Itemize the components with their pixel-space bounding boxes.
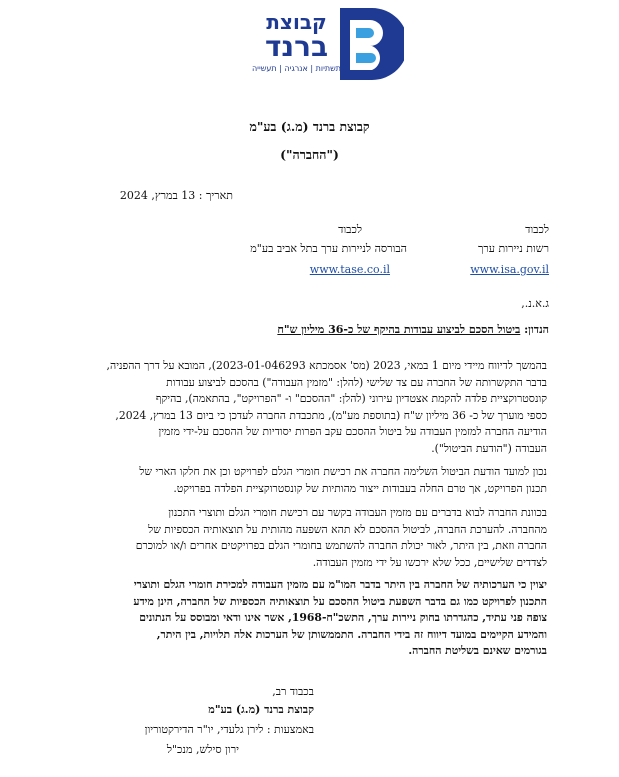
paragraph-line: הודיעה החברה למזמין העבודה על ביטול ההסכם עקב הפרות יסודיות של ההסכם על-ידי מזמין: [158, 425, 547, 438]
paragraph-3: [71, 505, 547, 571]
paragraph-line: יצוין כי הערכותיה של החברה בין היתר בדבר המו"מ עם מזמין העבודה למכירת חומרי הגלם ותוצרי: [133, 578, 547, 591]
logo-wordmark: [244, 12, 349, 73]
recipient-tase-link[interactable]: www.tase.co.il: [309, 263, 390, 276]
recipient-isa-to: לכבוד: [525, 223, 549, 236]
paragraph-4-forward-looking: [71, 577, 547, 660]
company-name-heading: קבוצת ברנד (מ.ג) בע"מ: [249, 119, 370, 134]
recipient-tase-name: הבורסה לניירות ערך בתל אביב בע"מ: [250, 242, 407, 255]
logo-tagline: תשתיות | אנרגיה | תעשייה: [251, 64, 342, 73]
paragraph-line: צופה פני עתיד, כהגדרתו בחוק ניירות ערך, התשכ"ח-1968, אשר אינו ודאי ומבוסס על הנתונים: [139, 611, 547, 624]
subject-line: [70, 323, 549, 336]
paragraph-line: תכנון הפרויקט, אך טרם החלה בעבודות ייצור מהותיות של קונסטרוקציית הפלדה בפרויקט.: [173, 481, 547, 495]
signature-second: ירון סילש, מנכ"ל: [166, 743, 239, 756]
paragraph-line: והמידע הקיימים במועד דיווח זה בידי החברה. התממשותן של הערכות אלה תלויות, בין היתר,: [156, 627, 547, 641]
company-logo: [244, 6, 404, 88]
company-alias: ("החברה"): [280, 147, 339, 162]
paragraph-line: החברה וזאת, בין היתר, לאור יכולת החברה להשתמש בחומרי הגלם בפרויקטים אחרים ו/או למוכרם: [135, 539, 547, 552]
paragraph-line: נכון למועד הודעת הביטול השלימה החברה את רכישת חומרי הגלם לפרויקט וכן את חלקו הארי של: [139, 465, 547, 478]
recipient-isa-name: רשות ניירות ערך: [477, 242, 549, 255]
paragraph-1: [71, 358, 547, 457]
logo-line1: קבוצת: [266, 10, 327, 34]
document-date: תאריך : 13 במרץ, 2024: [119, 189, 233, 202]
paragraph-line: בכוונת החברה לבוא בדברים עם מזמין העבודה בקשר עם רכישת חומרי הגלם ותוצרי התכנון: [168, 506, 547, 519]
recipient-isa-link[interactable]: www.isa.gov.il: [470, 263, 549, 276]
logo-line2: ברנד: [264, 30, 329, 63]
signature-via: באמצעות : לירן גלעדי, יו"ר הדירקטוריון: [144, 723, 314, 736]
paragraph-line: בדבר התקשרותה של החברה עם צד שלישי (להלן: "מזמין העבודה") בהסכם לביצוע עבודות: [166, 375, 547, 389]
paragraph-line: לצדדים שלישיים, ככל שלא ירכשו על ידי מזמין העבודה.: [312, 555, 547, 569]
paragraph-line: מהחברה. להערכת החברה, לביטול ההסכם לא תהא השפעה מהותית על תוצאותיה הכספיות של: [148, 522, 547, 536]
paragraph-2: [71, 464, 547, 497]
paragraph-line: כספי מוערך של כ- 36 מיליון ש"ח (בתוספת מע"מ), מתכבדת החברה לעדכן כי ביום 13 במרץ, 2024,: [115, 408, 547, 422]
paragraph-line: העבודה ("הודעת הביטול").: [431, 441, 547, 455]
signature-closing: בכבוד רב,: [272, 685, 314, 698]
paragraph-line: בגורמים שאינם בשליטת החברה.: [408, 644, 547, 657]
paragraph-line: התכנון לפרויקט כמו גם בדבר השפעת ביטול ההסכם על תוצאותיה הכספיות של החברה, הינן מידע: [133, 594, 547, 608]
signature-company: קבוצת ברנד (מ.ג) בע"מ: [208, 703, 314, 716]
subject-label: הנדון:: [524, 323, 549, 336]
recipient-tase-to: לכבוד: [338, 223, 362, 236]
paragraph-line: בהמשך לדיווח מיידי מיום 1 במאי, 2023 (מס' אסמכתא 2023-01-046293), המובא על דרך ההפניה,: [106, 359, 547, 372]
paragraph-line: קונסטרוקציית פלדה להקמת אצטדיון עירוני (להלן: "ההסכם" ו- "הפרויקט", בהתאמה), בהיקף: [155, 392, 547, 405]
greeting: ג.א.נ.,: [521, 297, 549, 310]
subject-text: ביטול הסכם לביצוע עבודות בהיקף של כ-36 מיליון ש"ח: [277, 323, 521, 336]
